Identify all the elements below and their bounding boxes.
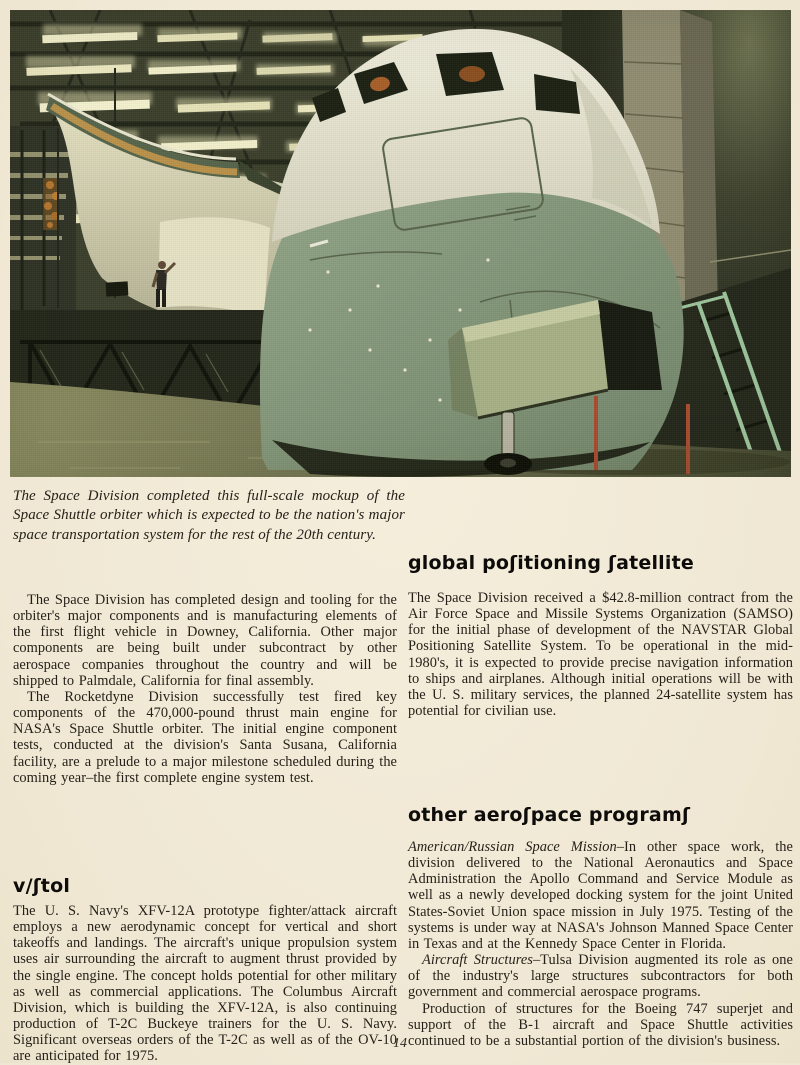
aircraft-structures-paragraph xyxy=(408,952,793,1000)
rocketdyne-paragraph: The Rocketdyne Division successfully test fired key components of the 470,000-pound thrust main engine for NASA's Space Shuttle orbiter. The initial engine component tests, conducted at the division's Santa Susana, California facility, are a prelude to a major milestone scheduled during the coming year–the first complete engine system test. xyxy=(13,688,397,786)
photo-caption: The Space Division completed this full-scale mockup of the Space Shuttle orbiter which is expected to be the nation's major space transportation system for the rest of the 20th century. xyxy=(13,488,405,543)
orbiter-mockup-illustration xyxy=(10,10,791,477)
gps-heading: global poʃitioning ʃatellite xyxy=(408,552,694,574)
other-aerospace-heading: other aeroʃpace programʃ xyxy=(408,804,691,826)
aircraft-structures-lead: Aircraft Structures xyxy=(422,952,533,969)
page-number: 14 xyxy=(393,1036,407,1051)
vstol-paragraph: The U. S. Navy's XFV-12A prototype fighter/attack aircraft employs a new aerodynamic concept for vertical and short takeoffs and landings. The aircraft's unique propulsion system uses air surrounding the aircraft to augment thrust provided by the single engine. The concept holds potential for other military as well as commercial applications. The Columbus Aircraft Division, which is building the XFV-12A, is also continuing production of T-2C Buckeye trainers for the U. S. Navy. Significant overseas orders of the T-2C as well as of the OV-10 are anticipated for 1975. xyxy=(13,903,397,1065)
boeing-747-paragraph: Production of structures for the Boeing 747 superjet and support of the B-1 aircraft and Space Shuttle activities continued to be a substantial portion of the division's business. xyxy=(408,1000,793,1049)
gps-paragraph: The Space Division received a $42.8-million contract from the Air Force Space and Missile Systems Organization (SAMSO) for the initial phase of development of the NAVSTAR Global Positioning Satellite System. To be operational in the mid-1980's, it is expected to provide precise navigation information to ships and airplanes. Although initial operations will be with the U. S. military services, the planned 24-satellite system has potential for civilian use. xyxy=(408,590,793,720)
apollo-paragraph-rest: –In other space work, the division delivered to the National Aeronautics and Space Administration the Apollo Command and Service Module as well as a newly developed docking system for the joint United States-Soviet Union space mission in July 1975. Testing of the systems is under way at NASA's Johnson Manned Space Center in Texas and at the Kennedy Space Center in Florida. xyxy=(408,839,793,952)
fuselage-side-glare xyxy=(158,217,270,316)
vstol-heading: v/ʃtol xyxy=(13,875,71,897)
orbiter-mockup-photo xyxy=(10,10,791,477)
gear-strut xyxy=(502,412,514,458)
apollo-paragraph-lead: American/Russian Space Mission xyxy=(408,839,617,855)
other-aerospace-section xyxy=(408,839,793,1049)
apollo-paragraph xyxy=(408,839,793,952)
aircraft-structures-rest: –Tulsa Division augmented its role as one of the industry's large structures subcontractors for both government and commercial aerospace programs. xyxy=(408,952,793,1001)
left-column xyxy=(13,592,397,786)
space-division-paragraph: The Space Division has completed design and tooling for the orbiter's major components and is manufacturing elements of the first flight vehicle in Downey, California. Other major components are being built under subcontract by other aerospace companies throughout the country and will be shipped to Palmdale, California for final assembly. xyxy=(13,592,397,689)
